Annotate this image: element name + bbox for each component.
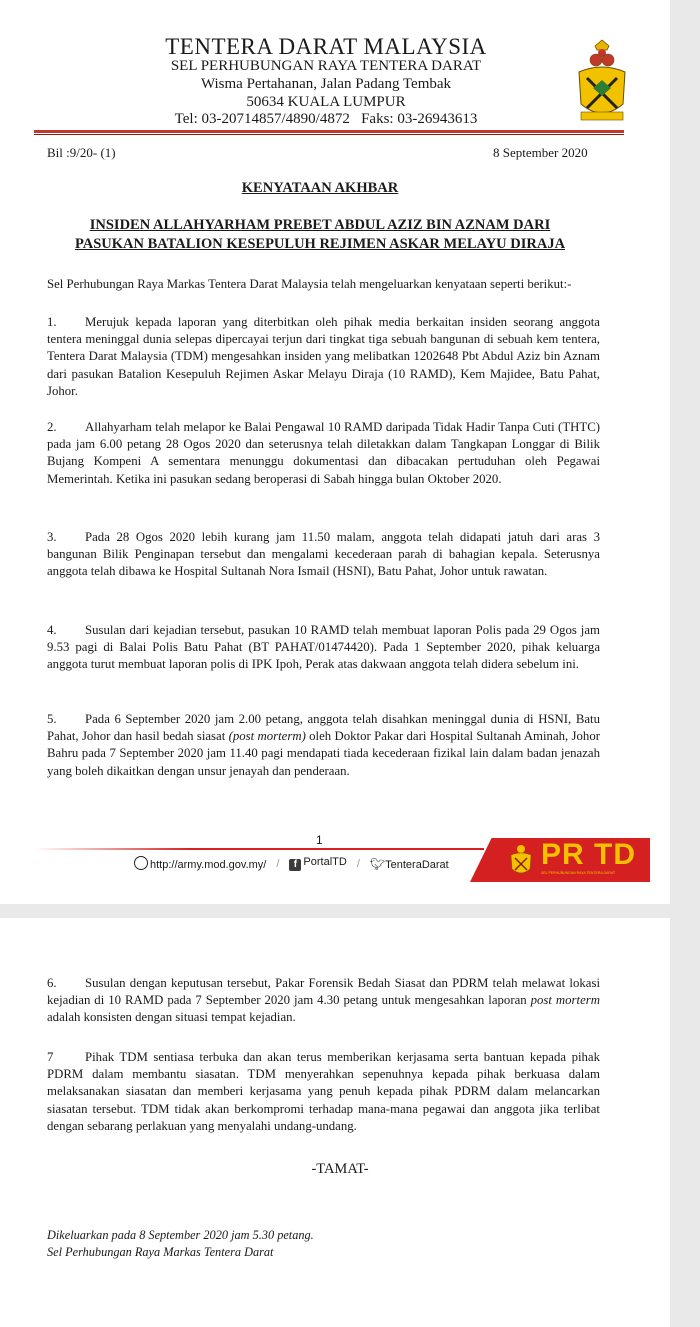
banner-title: PR TD [541, 838, 636, 871]
facebook-icon: f [289, 859, 301, 871]
paragraph-text: Pihak TDM sentiasa terbuka dan akan terus memberikan kerjasama serta bantuan kepada pihak PDRM dalam membantu siasatan. TDM menyerahkan sepenuhnya kepada pihak berkuasa dalam melaksanakan siasatan dan memberi kerjasama yang penuh kepada pihak PDRM dalam melancarkan siasatan tersebut. TDM tidak akan berkompromi terhadap mana-mana pegawai dan anggota jika terlibat dengan sebarang perlakuan yang menyalahi undang-undang. [47, 1050, 600, 1133]
paragraph-1 [47, 314, 600, 400]
footer-links: http://army.mod.gov.my/ / f PortalTD / 🐦︎TenteraDarat [134, 856, 449, 871]
paragraph-text: Pada 28 Ogos 2020 lebih kurang jam 11.50 malam, anggota telah didapati jatuh dari aras 3 bangunan Bilik Penginapan tersebut dan mengalami kecederaan parah di bahagian kepala. Seterusnya anggota telah dibawa ke Hospital Sultanah Nora Ismail (HSNI), Batu Pahat, Johor untuk rawatan. [47, 530, 600, 579]
document-title: KENYATAAN AKHBAR [241, 180, 399, 196]
paragraph-text: Allahyarham telah melapor ke Balai Pengawal 10 RAMD daripada Tidak Hadir Tanpa Cuti (THTC) pada jam 6.00 petang 28 Ogos 2020 dan seterusnya telah diletakkan dalam Tangkapan Longgar di Bilik Bujang Kompeni A sementara menunggu dokumentasi dan dibacakan pertuduhan oleh Pegawai Memerintah. Ketika ini pasukan sedang beroperasi di Sabah hingga bulan Oktober 2020. [47, 420, 600, 486]
banner-crest-icon [508, 843, 534, 877]
header-unit: SEL PERHUBUNGAN RAYA TENTERA DARAT [170, 58, 482, 74]
paragraph-7 [47, 1049, 600, 1135]
paragraph-number: 3. [47, 530, 57, 544]
paragraph-number: 4. [47, 623, 57, 637]
document-date: 8 September 2020 [493, 145, 588, 160]
paragraph-6 [47, 975, 600, 1027]
subject-line-2: PASUKAN BATALION KESEPULUH REJIMEN ASKAR MELAYU DIRAJA [74, 236, 566, 252]
paragraph-italic-term: (post morterm) [228, 729, 306, 744]
website-link[interactable] [134, 856, 266, 871]
paragraph-text: Pada 6 September 2020 jam 2.00 petang, anggota telah disahkan meninggal dunia di HSNI, Batu Pahat, Johor dan hasil bedah siasat [47, 712, 600, 744]
footer-rule [34, 848, 484, 850]
army-crest-logo [573, 38, 631, 124]
twitter-icon: 🐦︎ [369, 856, 386, 871]
issued-line-1: Dikeluarkan pada 8 September 2020 jam 5.30 petang. [47, 1228, 314, 1242]
paragraph-5 [47, 711, 600, 780]
header-rule-shadow [34, 134, 624, 135]
header-org: TENTERA DARAT MALAYSIA [165, 34, 487, 59]
paragraph-2 [47, 419, 600, 488]
website-url: http://army.mod.gov.my/ [150, 859, 267, 871]
header-address-2: 50634 KUALA LUMPUR [246, 94, 406, 110]
paragraph-text: Susulan dari kejadian tersebut, pasukan 10 RAMD telah membuat laporan Polis pada 29 Ogos jam 9.53 pagi di Balai Polis Batu Pahat (BT PAHAT/01474420). Pada 1 September 2020, pihak keluarga anggota turut membuat laporan polis di IPK Ipoh, Perak atas dakwaan anggota telah didera sebelum ini. [47, 623, 600, 672]
paragraph-text: Merujuk kepada laporan yang diterbitkan oleh pihak media berkaitan insiden seorang anggota tentera meninggal dunia selepas dipercayai terjun dari tingkat tiga sebuah bangunan di sebuah kem tentera, Tentera Darat Malaysia (TDM) mengesahkan insiden yang melibatkan 1202648 Pbt Abdul Aziz bin Aznam dari pasukan Batalion Kesepuluh Rejimen Askar Melayu Diraja (10 RAMD), Kem Majidee, Batu Pahat, Johor. [47, 315, 600, 398]
page-number: 1 [316, 833, 323, 847]
twitter-handle: TenteraDarat [385, 858, 449, 871]
twitter-link[interactable] [370, 857, 449, 871]
paragraph-number: 1. [47, 315, 57, 329]
paragraph-number: 5. [47, 712, 57, 726]
subject-line-1: INSIDEN ALLAHYARHAM PREBET ABDUL AZIZ BIN AZNAM DARI [89, 217, 551, 233]
paragraph-4 [47, 622, 600, 674]
facebook-handle: PortalTD [303, 856, 347, 868]
issued-line-2: Sel Perhubungan Raya Markas Tentera Darat [47, 1245, 274, 1259]
header-contact: Tel: 03-20714857/4890/4872 Faks: 03-26943613 [174, 111, 478, 127]
reference-number: Bil :9/20- (1) [47, 145, 116, 160]
header-address-1: Wisma Pertahanan, Jalan Padang Tembak [200, 76, 452, 92]
globe-icon [134, 856, 148, 870]
banner-subtitle: SEL PERHUBUNGAN RAYA TENTERA DARAT [541, 871, 616, 875]
paragraph-italic-term: post morterm [530, 993, 600, 1008]
paragraph-number: 2. [47, 420, 57, 434]
paragraph-text: adalah konsisten dengan situasi tempat kejadian. [47, 1010, 296, 1025]
paragraph-number: 7 [47, 1050, 54, 1064]
paragraph-3 [47, 529, 600, 581]
closing-mark: -TAMAT- [311, 1161, 369, 1177]
paragraph-text: oleh Doktor Pakar dari Hospital Sultanah Aminah, Johor Bahru pada 7 September 2020 jam 11.40 pagi mendapati tiada kecederaan fizikal lain dalam badan jenazah yang boleh dikaitkan dengan unsur jenayah dan penderaan. [47, 729, 600, 778]
facebook-link[interactable] [289, 856, 346, 871]
paragraph-text: Susulan dengan keputusan tersebut, Pakar Forensik Bedah Siasat dan PDRM telah melawat lokasi kejadian di 10 RAMD pada 7 September 2020 jam 4.30 petang untuk mengesahkan laporan [47, 976, 600, 1008]
intro-text: Sel Perhubungan Raya Markas Tentera Darat Malaysia telah mengeluarkan kenyataan seperti berikut:- [47, 277, 572, 291]
header-rule [34, 130, 624, 133]
paragraph-number: 6. [47, 976, 57, 990]
